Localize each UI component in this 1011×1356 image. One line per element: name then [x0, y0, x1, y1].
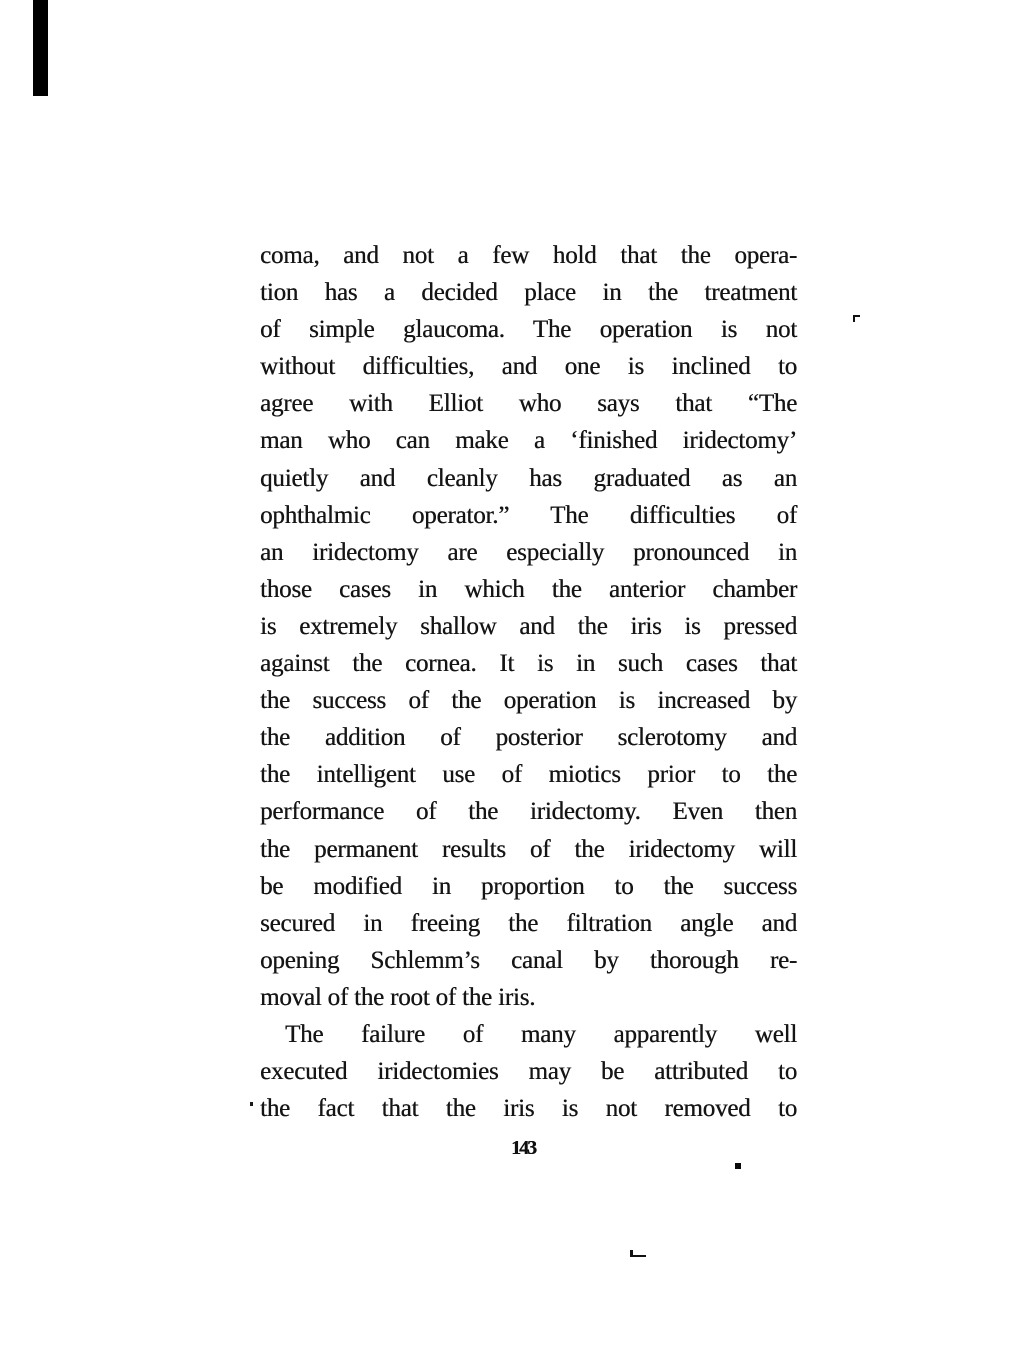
text-line: ophthalmic operator.” The difficulties of — [260, 501, 797, 529]
text-line: coma, and not a few hold that the opera- — [260, 242, 797, 269]
text-line: The failure of many apparently well — [285, 1020, 797, 1048]
text-line: executed iridectomies may be attributed to — [260, 1058, 797, 1086]
text-line: moval of the root of the iris. — [260, 983, 536, 1011]
text-line: the addition of posterior sclerotomy and — [260, 724, 797, 752]
text-line: of simple glaucoma. The operation is not — [260, 316, 797, 344]
text-line: is extremely shallow and the iris is pressed — [260, 612, 797, 640]
text-line: secured in freeing the filtration angle and — [260, 909, 797, 937]
page-number: 143 — [511, 1137, 535, 1159]
text-line: performance of the iridectomy. Even then — [260, 798, 797, 826]
text-line: the permanent results of the iridectomy will — [260, 835, 797, 863]
scan-dot-artifact-bottom — [735, 1163, 741, 1169]
scan-dot-artifact-left — [250, 1102, 253, 1106]
body-text-block — [260, 237, 797, 1127]
text-line: the fact that the iris is not removed to — [260, 1095, 797, 1123]
text-line: agree with Elliot who says that “The — [260, 390, 797, 418]
text-line: opening Schlemm’s canal by thorough re- — [260, 946, 797, 974]
scan-edge-bar-artifact — [33, 0, 48, 96]
text-line: an iridectomy are especially pronounced in — [260, 538, 797, 566]
text-line: the success of the operation is increased by — [260, 687, 797, 715]
scan-tick-artifact — [853, 315, 860, 322]
text-line: tion has a decided place in the treatment — [260, 279, 797, 307]
text-line: quietly and cleanly has graduated as an — [260, 464, 797, 492]
text-line: man who can make a ‘finished iridectomy’ — [260, 427, 797, 455]
text-line: without difficulties, and one is inclined to — [260, 353, 797, 381]
text-line: those cases in which the anterior chamber — [260, 575, 797, 603]
scan-dash-artifact — [630, 1250, 646, 1257]
text-line: against the cornea. It is in such cases that — [260, 650, 797, 678]
text-line: be modified in proportion to the success — [260, 872, 797, 900]
text-line: the intelligent use of miotics prior to the — [260, 761, 797, 789]
